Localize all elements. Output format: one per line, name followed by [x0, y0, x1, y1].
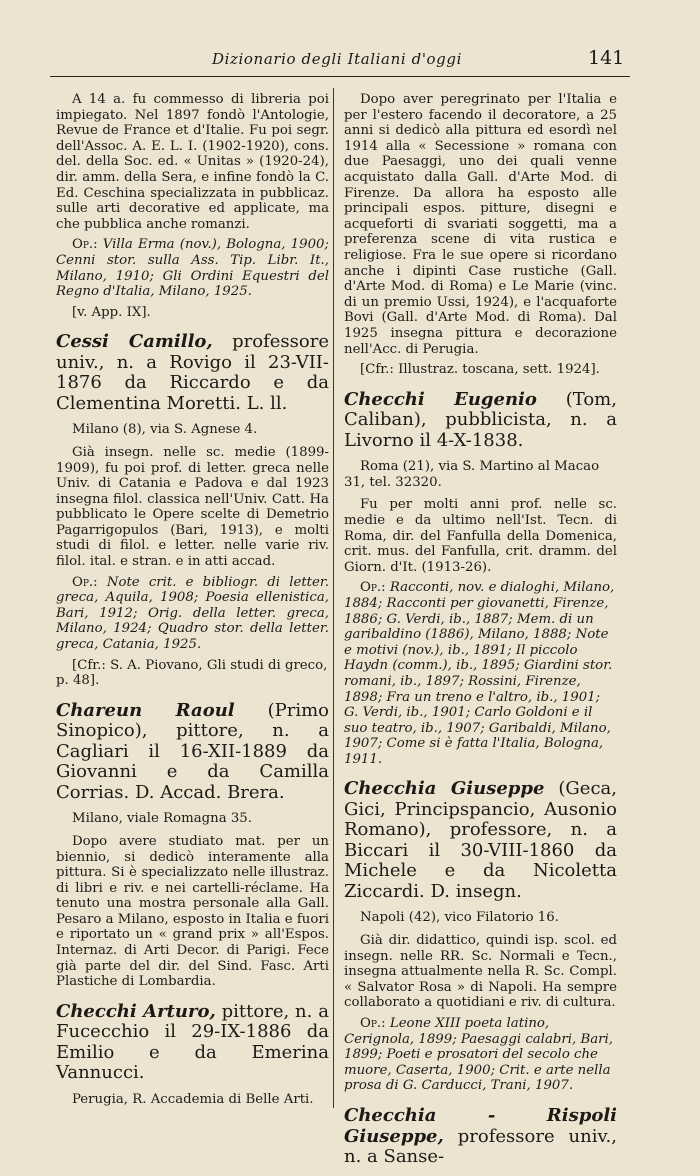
- works-list: [344, 580, 617, 767]
- entry-address: Milano, viale Romagna 35.: [71, 811, 252, 827]
- cross-reference: [Cfr.: S. A. Piovano, Gli studi di greco, p. 48].: [56, 657, 328, 689]
- works-text: Note crit. e bibliogr. di letter. greca, Aquila, 1908; Poesia ellenistica, Bari, 1912; Orig. della letter. greca, Milano, 1924; Quadro stor. della letter. greca, Catania, 1925.: [56, 574, 330, 653]
- continued-biography: Dopo aver peregrinato per l'Italia e per l'estero facendo il decoratore, a 25 anni si dedicò alla pittura ed esordì nel 1914 alla « Secessione » romana con due Paesaggi, uno dei quali venne acquistato dalla Gall. d'Arte Mod. di Firenze. Da allora ha esposto alle principali espos. pitture, disegni e acqueforti di svariati soggetti, ma a preferenza scene di vita rustica e religiose. Fra le sue opere si ricordano anche i dipinti Case rustiche (Gall. d'Arte Mod. di Roma) e Le Marie (vinc. di un premio Ussi, 1924), e l'acquaforte Bovi (Gall. d'Arte Mod. di Roma). Dal 1925 insegna pittura e decorazione nell'Acc. di Perugia.: [344, 92, 617, 357]
- right-column: [344, 92, 617, 1176]
- entry-body: Già insegn. nelle sc. medie (1899-1909), fu poi prof. di letter. greca nelle Univ. di Catania e Padova e dal 1923 insegna filol. classica nell'Univ. Catt. Ha pubblicato le Opere scelte di Demetrio Pagarrigopulos (Bari, 1913), e molti studi di filol. e letter. nelle varie riv. filol. ital. e stran. e in atti accad.: [56, 444, 329, 570]
- entry-heading-text: (Tom, Caliban), pubblicista, n. a Livorno il 4-X-1838.: [344, 388, 617, 451]
- entry-heading-text: professore univ., n. a Rovigo il 23-VII-1876 da Riccardo e da Clementina Moretti. L. ll.: [56, 331, 329, 414]
- entry-name: Cessi Camillo,: [56, 331, 213, 353]
- works-list: [56, 237, 329, 299]
- header-rule: [50, 76, 630, 77]
- entry-heading-text: professore univ., n. a Sanse-: [344, 1125, 617, 1167]
- entry-body: Fu per molti anni prof. nelle sc. medie e da ultimo nell'Ist. Tecn. di Roma, dir. del Fanfulla della Domenica, crit. mus. del Fanfulla, crit. dramm. del Giorn. d'It. (1913-26).: [344, 497, 617, 575]
- entry-heading: [56, 1002, 329, 1084]
- entry-checchia-giuseppe: [344, 779, 617, 1094]
- entry-cessi-camillo: [56, 332, 329, 689]
- entry-heading: [56, 332, 329, 414]
- entry-name: Chareun Raoul: [56, 699, 235, 721]
- page-number: 141: [588, 47, 625, 69]
- running-title: Dizionario degli Italiani d'oggi: [212, 50, 462, 68]
- works-list: [56, 575, 329, 653]
- works-text: Racconti, nov. e dialoghi, Milano, 1884; Racconti per giovanetti, Firenze, 1886; G. Verdi, ib., 1887; Mem. di un garibaldino (1886), Milano, 1888; Note e motivi (nov.), ib., 1891; Il piccolo Haydn (comm.), ib., 1895; Giardini stor. romani, ib., 1897; Rossini, Firenze, 1898; Fra un treno e l'altro, ib., 1901; G. Verdi, ib., 1901; Carlo Goldoni e il suo teatro, ib., 1907; Garibaldi, Milano, 1907; Come si è fatta l'Italia, Bologna, 1911.: [344, 580, 615, 767]
- entry-address: Roma (21), via S. Martino al Macao 31, tel. 32320.: [344, 459, 600, 490]
- cross-reference: [Cfr.: Illustraz. toscana, sett. 1924].: [359, 362, 600, 378]
- works-label: Op.:: [71, 237, 98, 253]
- cross-reference: [v. App. IX].: [71, 304, 151, 320]
- entry-checchi-arturo: [56, 1002, 329, 1108]
- left-column: [56, 92, 329, 1114]
- entry-heading-text: pittore, n. a Fucecchio il 29-IX-1886 da Emilio e da Emerina Vannucci.: [56, 1000, 329, 1084]
- entry-address: Napoli (42), vico Filatorio 16.: [359, 910, 559, 926]
- entry-heading: [344, 1106, 617, 1168]
- entry-heading: [344, 779, 617, 902]
- entry-checchi-eugenio: [344, 390, 617, 768]
- entry-checchia-rispoli-giuseppe: [344, 1106, 617, 1168]
- entry-heading: [56, 701, 329, 804]
- entry-address: Perugia, R. Accademia di Belle Arti.: [71, 1091, 314, 1107]
- works-label: Op.:: [71, 574, 98, 590]
- entry-body: Dopo avere studiato mat. per un biennio, si dedicò interamente alla pittura. Si è specializzato nelle illustraz. di libri e riv. e nei cartelli-réclame. Ha tenuto una mostra personale alla Gall. Pesaro a Milano, esposto in Italia e fuori e riportato un « grand prix » all'Espos. Internaz. di Arti Decor. di Parigi. Fece già parte del dir. del Sind. Fasc. Arti Plastiche di Lombardia.: [56, 833, 329, 990]
- entry-chareun-raoul: [56, 701, 329, 990]
- works-list: [344, 1016, 617, 1094]
- entry-name: Checchi Arturo,: [56, 1000, 216, 1022]
- works-label: Op.:: [359, 580, 386, 596]
- entry-name: Checchi Eugenio: [344, 388, 537, 410]
- continued-biography: A 14 a. fu commesso di libreria poi impiegato. Nel 1897 fondò l'Antologie, Revue de France et d'Italie. Fu poi segr. dell'Assoc. A. E. L. I. (1902-1920), cons. del. della Soc. ed. « Unitas » (1920-24), dir. amm. della Sera, e infine fondò la C. Ed. Ceschina specializzata in pubblicaz. sulle arti decorative ed applicate, ma che pubblica anche romanzi.: [56, 92, 329, 232]
- entry-heading-text: (Geca, Gici, Principspancio, Ausonio Romano), professore, n. a Biccari il 30-VIII-1860 da Michele e da Nicoletta Ziccardi. D. insegn.: [344, 778, 617, 902]
- works-text: Villa Erma (nov.), Bologna, 1900; Cenni stor. sulla Ass. Tip. Libr. It., Milano, 1910; Gli Ordini Equestri del Regno d'Italia, Milano, 1925.: [56, 237, 329, 300]
- works-text: Leone XIII poeta latino, Cerignola, 1899; Paesaggi calabri, Bari, 1899; Poeti e prosatori del secolo che muore, Caserta, 1900; Crit. e arte nella prosa di G. Carducci, Trani, 1907.: [344, 1016, 613, 1094]
- entry-heading: [344, 390, 617, 452]
- entry-body: Già dir. didattico, quindi isp. scol. ed insegn. nelle RR. Sc. Normali e Tecn., insegna attualmente nella R. Sc. Compl. « Salvator Rosa » di Napoli. Ha sempre collaborato a quotidiani e riv. di cultura.: [344, 933, 617, 1011]
- entry-name: Checchia - Rispoli Giuseppe,: [344, 1105, 617, 1147]
- column-divider: [333, 88, 334, 1108]
- works-label: Op.:: [359, 1016, 386, 1032]
- entry-heading-text: (Primo Sinopico), pittore, n. a Cagliari il 16-XII-1889 da Giovanni e da Camilla Corrias. D. Accad. Brera.: [56, 699, 329, 803]
- entry-name: Checchia Giuseppe: [344, 778, 545, 800]
- entry-address: Milano (8), via S. Agnese 4.: [71, 422, 258, 438]
